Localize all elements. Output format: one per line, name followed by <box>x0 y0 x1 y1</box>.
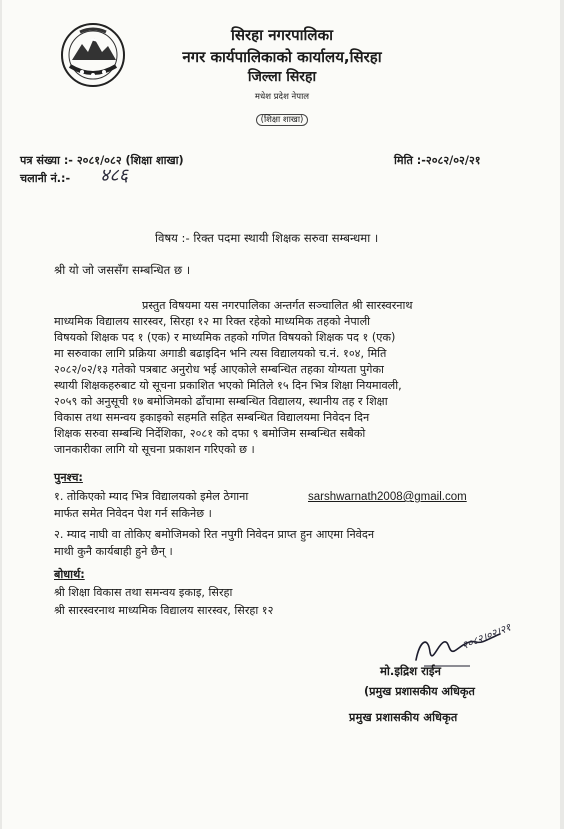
school-email-link[interactable] <box>308 489 467 505</box>
dispatch-number: ४८६ <box>100 165 129 186</box>
postscript-heading: पुनश्च: <box>54 471 83 484</box>
letter-date: मिति :-२०८२/०२/२१ <box>394 154 481 167</box>
municipality-name: सिरहा नगरपालिका <box>230 26 333 44</box>
district-name: जिल्ला सिरहा <box>247 69 317 85</box>
signature-date: २०८२।०२।२१ <box>460 621 513 653</box>
postscript-item-2: २. म्याद नाघी वा तोकिए बमोजिमको रित नपुगी निवेदन प्राप्त हुन आएमा निवेदन <box>54 528 375 541</box>
signatory-title: (प्रमुख प्रशासकीय अधिकृत <box>364 685 475 698</box>
branch-label: (शिक्षा शाखा) <box>256 114 309 126</box>
letter-page <box>2 0 560 829</box>
letter-number: पत्र संख्या :- २०८१/०८२ (शिक्षा शाखा) <box>20 154 184 167</box>
cc-recipient: श्री सारस्वरनाथ माध्यमिक विद्यालय सारस्वर, सिरहा १२ <box>54 604 274 617</box>
designation-stamp: प्रमुख प्रशासकीय अधिकृत <box>349 711 458 724</box>
province-name: मधेश प्रदेश नेपाल <box>254 92 310 102</box>
body-line: विषयको शिक्षक पद १ (एक) र माध्यमिक तहको गणित विषयको शिक्षक पद १ (एक) <box>54 331 396 344</box>
body-line: २०५९ को अनुसूची १७ बमोजिमको ढाँचामा सम्बन्धित विद्यालय, स्थानीय तह र शिक्षा <box>54 395 388 408</box>
dispatch-label: चलानी नं.:- <box>20 172 71 185</box>
postscript-item-1 <box>54 489 248 504</box>
body-line: मा सरुवाका लागि प्रक्रिया अगाडी बढाइदिन भनि त्यस विद्यालयको च.नं. १०४, मिति <box>54 347 387 360</box>
salutation: श्री यो जो जससँग सम्बन्धित छ । <box>54 263 191 277</box>
branch-name <box>122 116 442 125</box>
school-email[interactable]: sarshwarnath2008@gmail.com <box>308 491 467 503</box>
signatory-name: मो.इद्रिश राईन <box>380 664 441 678</box>
subject-line: विषय :- रिक्त पदमा स्थायी शिक्षक सरुवा सम्बन्धमा । <box>155 231 379 245</box>
body-line: स्थायी शिक्षकहरुबाट यो सूचना प्रकाशित भएको मितिले १५ दिन भित्र शिक्षा नियमावली, <box>54 379 402 392</box>
body-line: जानकारीका लागि यो सूचना प्रकाशन गरिएको छ । <box>54 443 255 456</box>
postscript-item-2-cont: माथी कुनै कार्यबाही हुने छैन् । <box>54 545 173 558</box>
office-name: नगर कार्यपालिकाको कार्यालय,सिरहा <box>182 48 382 66</box>
postscript-item-1-cont: मार्फत समेत निवेदन पेश गर्न सकिनेछ । <box>54 507 212 520</box>
body-line: विकास तथा समन्वय इकाइको सहमति सहित सम्बन्धित विद्यालयमा निवेदन दिन <box>54 411 370 424</box>
body-line: शिक्षक सरुवा सम्बन्धि निर्देशिका, २०८१ को दफा ९ बमोजिम सम्बन्धित सबैको <box>54 427 366 440</box>
body-line: प्रस्तुत विषयमा यस नगरपालिका अन्तर्गत सञ्चालित श्री सारस्वरनाथ <box>142 299 413 312</box>
body-line: २०८२/०२/१३ गतेको पत्रबाट अनुरोध भई आएकोले सम्बन्धित तहका योग्यता पुगेका <box>54 363 384 376</box>
cc-heading: बोधार्थ: <box>54 568 85 581</box>
cc-recipient: श्री शिक्षा विकास तथा समन्वय इकाइ, सिरहा <box>54 586 233 599</box>
postscript-item-1-text: १. तोकिएको म्याद भित्र विद्यालयको इमेल ठेगाना <box>54 490 249 503</box>
body-line: माध्यमिक विद्यालय सारस्वर, सिरहा १२ मा रिक्त रहेको माध्यमिक तहको नेपाली <box>54 315 371 328</box>
nepal-emblem-icon <box>60 22 126 88</box>
